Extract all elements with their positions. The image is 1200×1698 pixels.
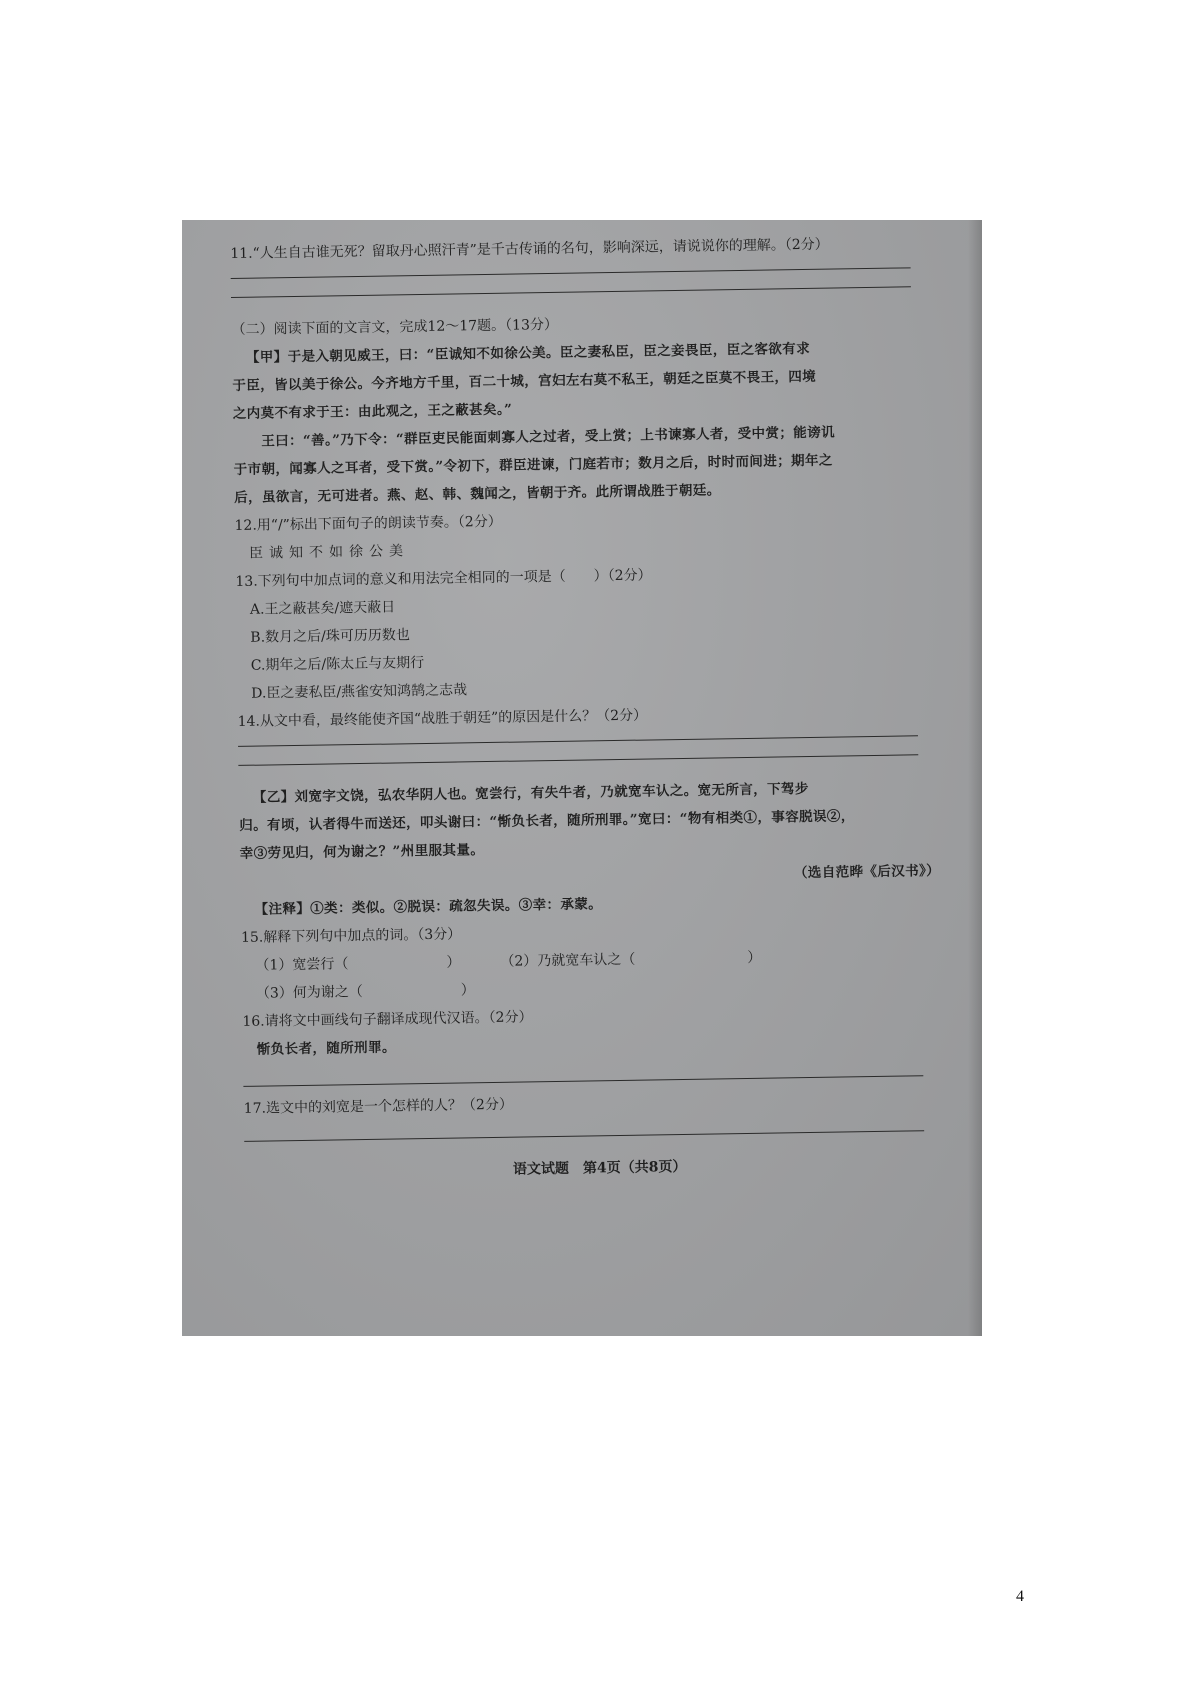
question-14: 14.从文中看，最终能使齐国“战胜于朝廷”的原因是什么？（2分） [237,707,648,730]
passage-yi [239,773,950,868]
question-15-item-3: （3）何为谢之（ ） [255,982,475,1002]
passage-notes: 【注释】①类：类似。②脱误：疏忽失误。③幸：承蒙。 [254,896,603,918]
question-11: 11.“人生自古谁无死？留取丹心照汗青”是千古传诵的名句，影响深远，请说说你的理解。（2分） [230,236,829,262]
passage-jia [232,333,945,512]
jia-line: 于臣，皆以美于徐公。今齐地方千里，百二十城，宫妇左右莫不私王，朝廷之臣莫不畏王，四境 [232,368,817,394]
section-2-heading: （二）阅读下面的文言文，完成12～17题。（13分） [231,316,559,338]
passage-source: （选自范晔《后汉书》） [793,862,941,882]
question-16: 16.请将文中画线句子翻译成现代汉语。（2分） [242,1009,533,1030]
question-13: 13.下列句中加点词的意义和用法完全相同的一项是（ ）（2分） [235,567,652,590]
question-13-option-a: A.王之蔽甚矣/遮天蔽日 [249,599,396,618]
question-12-sentence: 臣诚知不如徐公美 [248,543,410,562]
exam-content [230,223,955,1188]
question-13-option-d: D.臣之妻私臣/燕雀安知鸿鹄之志哉 [251,682,468,702]
jia-line: 于市朝，闻寡人之耳者，受下赏。”令初下，群臣进谏，门庭若市；数月之后，时时而间进；期年之 [233,452,833,478]
answer-line-14b [238,754,918,766]
jia-line: 王曰：“善。”乃下令：“群臣吏民能面刺寡人之过者，受上赏；上书谏寡人者，受中赏；能谤讥 [261,424,836,450]
scanned-exam-page [182,220,982,1336]
jia-line: 后，虽欲言，无可进者。燕、赵、韩、魏闻之，皆朝于齐。此所谓战胜于朝廷。 [234,482,721,506]
question-12: 12.用“/”标出下面句子的朗读节奏。（2分） [234,513,502,534]
answer-line-11a [231,267,911,279]
question-13-option-c: C.期年之后/陈太丘与友期行 [250,655,425,674]
question-15: 15.解释下列句中加点的词。（3分） [240,926,462,946]
question-15-item-1: （1）宽尝行（ ） [255,954,461,974]
question-13-option-b: B.数月之后/珠可历历数也 [250,627,410,646]
yi-line: 幸③劳见归，何为谢之？”州里服其量。 [239,842,485,862]
page-number: 4 [1016,1588,1024,1605]
answer-line-17 [244,1130,924,1142]
question-15-item-2: （2）乃就宽车认之（ ） [500,949,762,970]
jia-line: 之内莫不有求于王：由此观之，王之蔽甚矣。” [232,401,513,422]
yi-line: 【乙】刘宽字文饶，弘农华阴人也。宽尝行，有失牛者，乃就宽车认之。宽无所言，下驾步 [252,780,809,806]
yi-line: 归。有顷，认者得牛而送还，叩头谢曰：“惭负长者，随所刑罪。”宽曰：“物有相类①，事容脱误②， [239,808,855,834]
jia-line: 【甲】于是入朝见威王，曰：“臣诚知不如徐公美。臣之妻私臣，臣之妾畏臣，臣之客欲有求 [245,340,811,366]
question-17: 17.选文中的刘宽是一个怎样的人？（2分） [243,1096,514,1117]
answer-line-11b [231,286,911,298]
scan-edge-shadow [968,220,982,1336]
exam-page-footer: 语文试题 第4页（共8页） [512,1158,687,1178]
question-16-sentence: 惭负长者，随所刑罪。 [256,1039,396,1058]
answer-line-14a [238,735,918,747]
